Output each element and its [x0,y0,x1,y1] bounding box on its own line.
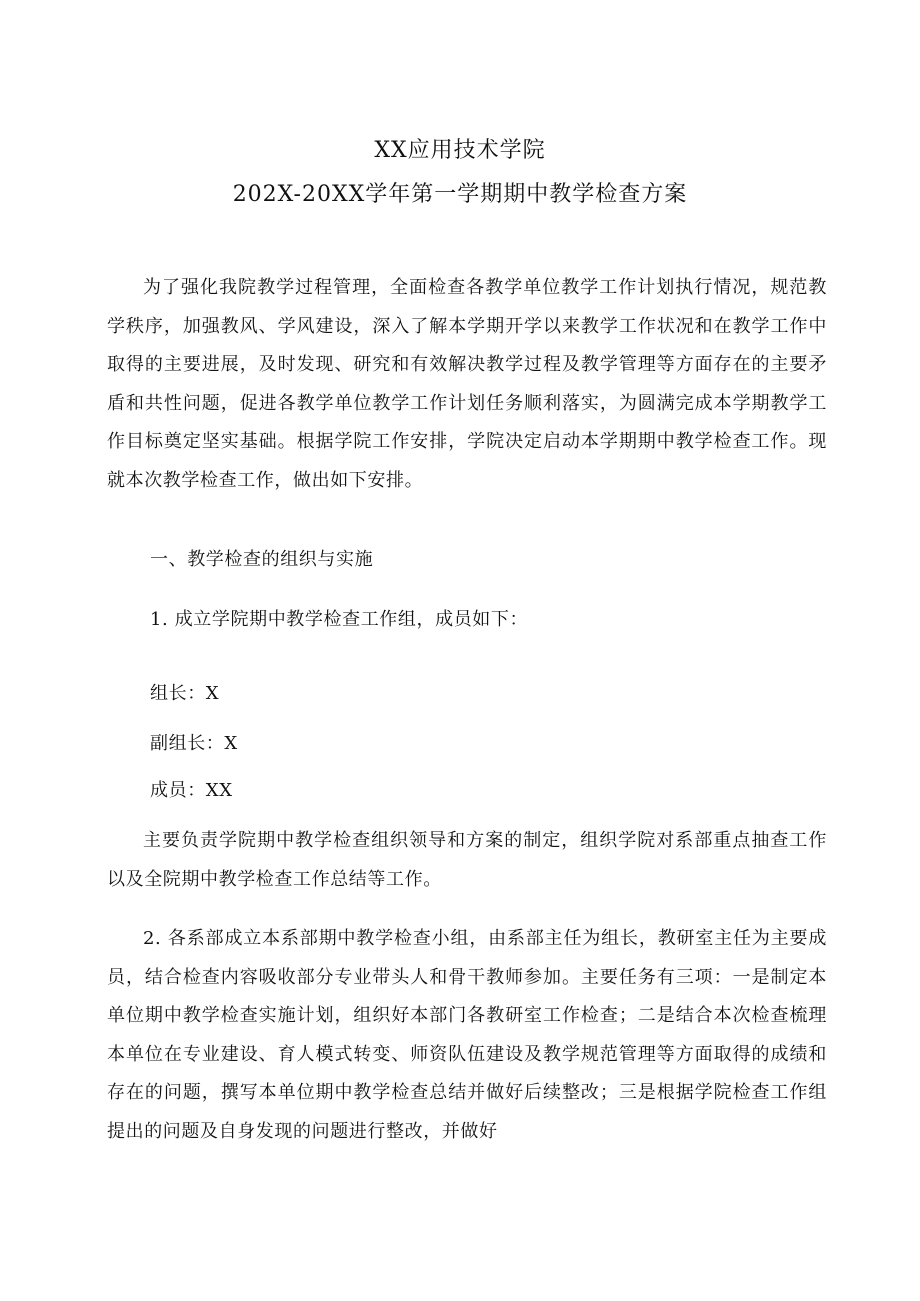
group-leader: 组长：X [150,683,220,704]
institution-title: XX应用技术学院 [374,138,546,163]
intro-paragraph: 为了强化我院教学过程管理，全面检查各教学单位教学工作计划执行情况，规范教学秩序，加强教风、学风建设，深入了解本学期开学以来教学工作状况和在教学工作中取得的主要进展，及时发现、研究和有效解决教学过程及教学管理等方面存在的主要矛盾和共性问题，促进各教学单位教学工作计划任务顺利落实，为圆满完成本学期教学工作目标奠定坚实基础。根据学院工作安排，学院决定启动本学期期中教学检查工作。现就本次教学检查工作，做出如下安排。 [107,277,827,491]
item-1-duty-paragraph: 主要负责学院期中教学检查组织领导和方案的制定，组织学院对系部重点抽查工作以及全院期中教学检查工作总结等工作。 [107,830,827,890]
group-members: 成员：XX [150,780,233,801]
item-2-paragraph: 2. 各系部成立本系部期中教学检查小组，由系部主任为组长，教研室主任为主要成员，结合检查内容吸收部分专业带头人和骨干教师参加。主要任务有三项：一是制定本单位期中教学检查实施计划，组织好本部门各教研室工作检查；二是结合本次检查梳理本单位在专业建设、育人模式转变、师资队伍建设及教学规范管理等方面取得的成绩和存在的问题，撰写本单位期中教学检查总结并做好后续整改；三是根据学院检查工作组提出的问题及自身发现的问题进行整改，并做好 [107,928,827,1142]
document-title: 202X-20XX学年第一学期期中教学检查方案 [232,182,688,207]
section-heading-organization: 一、教学检查的组织与实施 [150,549,374,570]
item-1-text: 1. 成立学院期中教学检查工作组，成员如下： [150,609,529,630]
vice-group-leader: 副组长：X [150,733,238,754]
